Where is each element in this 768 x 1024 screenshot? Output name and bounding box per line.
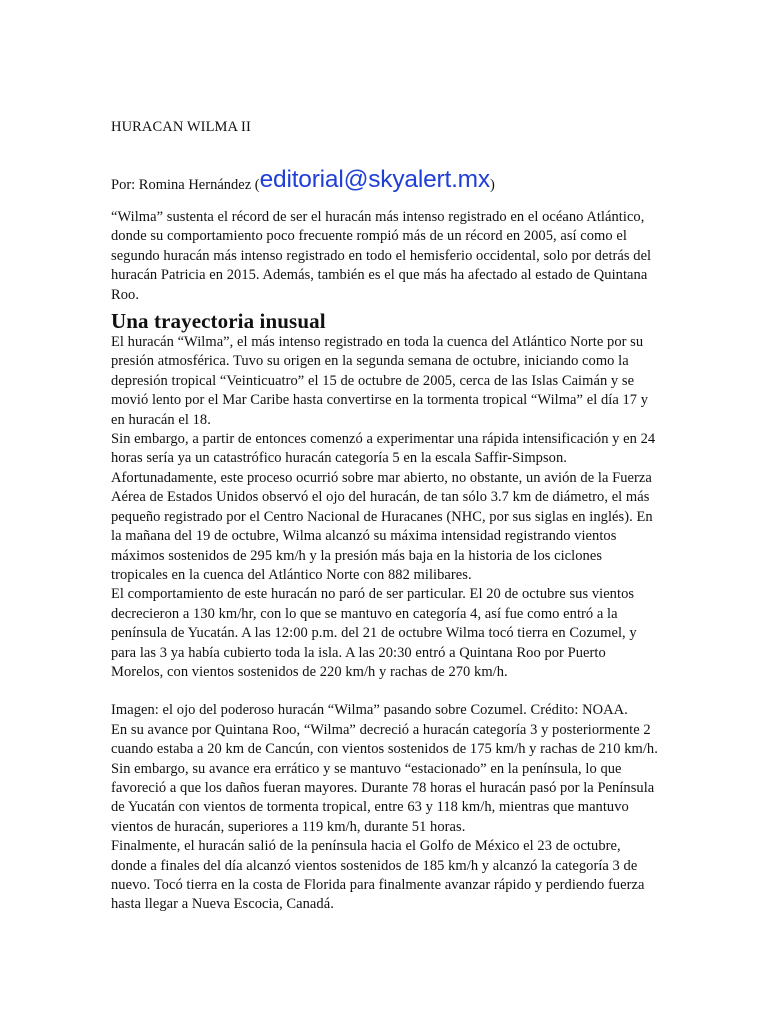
body-paragraph: Finalmente, el huracán salió de la península hacia el Golfo de México el 23 de octubre, donde a finales del día alcanzó vientos sostenidos de 185 km/h y alcanzó la categoría 3 de nuevo. Tocó tierra en la costa de Florida para finalmente avanzar rápido y perdiendo fuerza hasta llegar a Nueva Escocia, Canadá. — [111, 838, 645, 913]
body-paragraph: El comportamiento de este huracán no paró de ser particular. El 20 de octubre sus vientos decrecieron a 130 km/hr, con lo que se mantuvo en categoría 4, así fue como entró a la península de Yucatán. A las 12:00 p.m. del 21 de octubre Wilma tocó tierra en Cozumel, y para las 3 ya había cubierto toda la isla. A las 20:30 entró a Quintana Roo por Puerto Morelos, con vientos sostenidos de 220 km/h y rachas de 270 km/h. — [111, 586, 637, 680]
body-paragraph: En su avance por Quintana Roo, “Wilma” decreció a huracán categoría 3 y posteriormente 2 cuando estaba a 20 km de Cancún, con vientos sostenidos de 175 km/h y rachas de 210 km/h. Sin embargo, su avance era errático y se mantuvo “estacionado” en la península, lo que favoreció a que los daños fueran mayores. Durante 78 horas el huracán pasó por la Península de Yucatán con vientos de tormenta tropical, entre 63 y 118 km/h, mientras que mantuvo vientos de huracán, superiores a 119 km/h, durante 51 horas. — [111, 721, 658, 835]
document-title: HURACAN WILMA II — [111, 119, 251, 135]
intro-paragraph: “Wilma” sustenta el récord de ser el huracán más intenso registrado en el océano Atlántico, donde su comportamiento poco frecuente rompió más de un récord en 2005, así como el segundo huracán más intenso registrado en todo el hemisferio occidental, solo por detrás del huracán Patricia en 2015. Además, también es el que más ha afectado al estado de Quintana Roo. — [111, 209, 652, 303]
document-page — [111, 118, 659, 915]
paragraph-spacer — [111, 682, 659, 701]
body-paragraph: El huracán “Wilma”, el más intenso registrado en toda la cuenca del Atlántico Norte por su presión atmosférica. Tuvo su origen en la segunda semana de octubre, iniciando como la depresión tropical “Veinticuatro” el 15 de octubre de 2005, cerca de las Islas Caimán y se movió lento por el Mar Caribe hasta convertirse en la tormenta tropical “Wilma” el día 17 y en huracán el 18. — [111, 334, 649, 428]
byline-suffix: ) — [489, 177, 495, 193]
section-heading: Una trayectoria inusual — [111, 309, 326, 334]
author-email-link[interactable]: editorial@skyalert.mx — [259, 166, 490, 193]
image-caption: Imagen: el ojo del poderoso huracán “Wilma” pasando sobre Cozumel. Crédito: NOAA. — [111, 702, 628, 719]
author-byline — [111, 166, 659, 195]
body-paragraph: Sin embargo, a partir de entonces comenzó a experimentar una rápida intensificación y en 24 horas sería ya un catastrófico huracán categoría 5 en la escala Saffir-Simpson. Afortunadamente, este proceso ocurrió sobre mar abierto, no obstante, un avión de la Fuerza Aérea de Estados Unidos observó el ojo del huracán, de tan sólo 3.7 km de diámetro, el más pequeño registrado por el Centro Nacional de Huracanes (NHC, por sus siglas en inglés). En la mañana del 19 de octubre, Wilma alcanzó su máxima intensidad registrando vientos máximos sostenidos de 295 km/h y la presión más baja en la historia de los ciclones tropicales en la cuenca del Atlántico Norte con 882 milibares. — [111, 431, 656, 583]
byline-prefix: Por: Romina Hernández ( — [111, 177, 260, 193]
